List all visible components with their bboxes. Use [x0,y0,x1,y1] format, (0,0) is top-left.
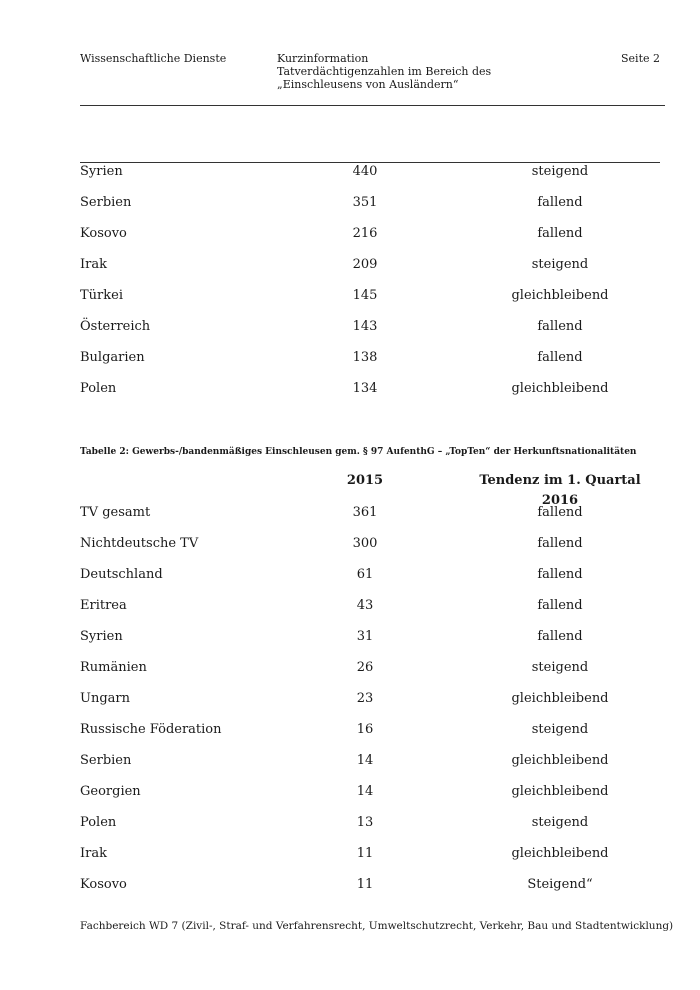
country-cell: Rumänien [80,660,147,675]
value-cell: 216 [352,226,378,241]
table-row [80,255,660,275]
country-cell: Nichtdeutsche TV [80,536,199,551]
header-divider [80,105,665,106]
table-row [80,565,660,585]
table-row [80,720,660,740]
header-title-line1: Kurzinformation [277,52,369,65]
value-cell: 300 [352,536,378,551]
country-cell: Irak [80,846,107,861]
value-cell: 351 [352,195,378,210]
trend-cell: fallend [537,598,583,613]
header-title [277,52,491,91]
value-cell: 209 [352,257,378,272]
country-cell: TV gesamt [80,505,151,520]
value-cell: 14 [356,753,374,768]
table-row [80,596,660,616]
value-cell: 361 [352,505,378,520]
table-row [80,844,660,864]
table2-header-year: 2015 [346,473,384,488]
country-cell: Serbien [80,195,132,210]
value-cell: 13 [356,815,374,830]
table-row [80,658,660,678]
trend-cell: fallend [537,319,583,334]
trend-cell: fallend [537,226,583,241]
value-cell: 145 [352,288,378,303]
country-cell: Deutschland [80,567,163,582]
trend-cell: fallend [537,505,583,520]
trend-cell: fallend [537,629,583,644]
value-cell: 138 [352,350,378,365]
country-cell: Polen [80,815,117,830]
table-row [80,875,660,895]
value-cell: 11 [356,877,374,892]
table-row [80,534,660,554]
table-row [80,813,660,833]
value-cell: 61 [356,567,374,582]
table-row [80,503,660,523]
table-row [80,348,660,368]
trend-cell: steigend [531,164,589,179]
table2-caption: Tabelle 2: Gewerbs-/bandenmäßiges Einschleusen gem. § 97 AufenthG – „TopTen“ der Herkunftsnationalitäten [80,447,637,457]
country-cell: Bulgarien [80,350,145,365]
trend-cell: fallend [537,350,583,365]
table-row [80,627,660,647]
table-row [80,317,660,337]
value-cell: 440 [352,164,378,179]
footer-department: Fachbereich WD 7 (Zivil-, Straf- und Verfahrensrecht, Umweltschutzrecht, Verkehr, Bau und Stadtentwicklung) [80,920,674,932]
header-title-line3: „Einschleusens von Ausländern“ [277,78,459,91]
table2-header-trend: Tendenz im 1. Quartal 2016 [479,473,641,508]
header-department: Wissenschaftliche Dienste [80,52,227,65]
country-cell: Eritrea [80,598,127,613]
value-cell: 143 [352,319,378,334]
table-row [80,286,660,306]
value-cell: 31 [356,629,374,644]
country-cell: Georgien [80,784,141,799]
trend-cell: steigend [531,660,589,675]
country-cell: Irak [80,257,107,272]
table2-header-row [80,471,660,508]
table-row [80,751,660,771]
trend-cell: Steigend“ [527,877,593,892]
trend-cell: gleichbleibend [511,753,609,768]
country-cell: Türkei [80,288,123,303]
trend-cell: gleichbleibend [511,288,609,303]
trend-cell: gleichbleibend [511,381,609,396]
country-cell: Kosovo [80,877,127,892]
table-row [80,193,660,213]
trend-cell: steigend [531,815,589,830]
value-cell: 134 [352,381,378,396]
page-number: Seite 2 [621,52,660,65]
table-row [80,379,660,399]
trend-cell: gleichbleibend [511,846,609,861]
country-cell: Serbien [80,753,132,768]
value-cell: 11 [356,846,374,861]
table-row [80,782,660,802]
country-cell: Österreich [80,319,151,334]
country-cell: Syrien [80,164,123,179]
country-cell: Kosovo [80,226,127,241]
trend-cell: gleichbleibend [511,691,609,706]
trend-cell: steigend [531,257,589,272]
value-cell: 26 [356,660,374,675]
trend-cell: fallend [537,536,583,551]
table-row [80,224,660,244]
value-cell: 43 [356,598,374,613]
country-cell: Polen [80,381,117,396]
value-cell: 16 [356,722,374,737]
country-cell: Russische Föderation [80,722,222,737]
country-cell: Syrien [80,629,123,644]
trend-cell: fallend [537,567,583,582]
table-row [80,689,660,709]
trend-cell: gleichbleibend [511,784,609,799]
table-row [80,162,660,182]
trend-cell: steigend [531,722,589,737]
value-cell: 23 [356,691,374,706]
header-title-line2: Tatverdächtigenzahlen im Bereich des [277,65,492,78]
value-cell: 14 [356,784,374,799]
country-cell: Ungarn [80,691,130,706]
trend-cell: fallend [537,195,583,210]
